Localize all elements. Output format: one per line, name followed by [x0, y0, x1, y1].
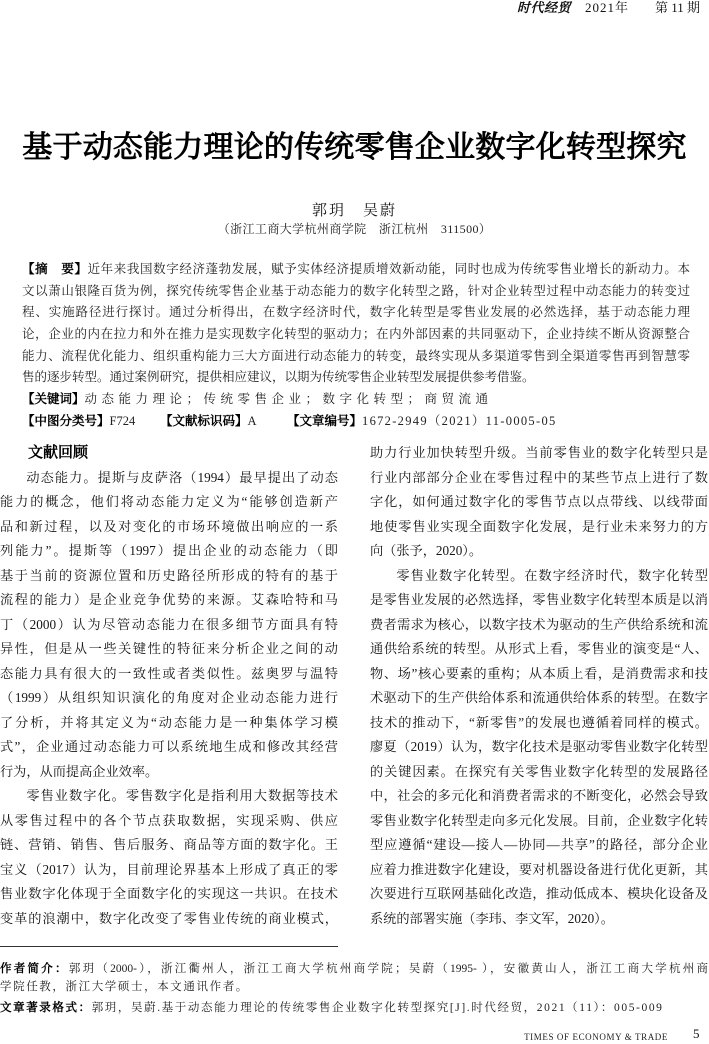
body-line: 了分析，并将其定义为“动态能力是一种集体学习模 — [0, 714, 338, 730]
section-heading: 文献回顾 — [28, 445, 89, 461]
citation-label: 文章著录格式： — [0, 1002, 92, 1014]
author-names: 郭玥 吴蔚 — [311, 203, 397, 219]
left-column — [0, 441, 338, 931]
doc-code-group — [160, 411, 257, 433]
article-no-group — [287, 411, 557, 433]
keywords-text: 动态能力理论；传统零售企业；数字化转型；商贸流通 — [84, 392, 493, 407]
body-line: 行为，从而提高企业效率。 — [0, 763, 159, 779]
abstract-label: 【摘 要】 — [22, 262, 88, 276]
body-line: 应着力推进数字化建设，要对机器设备进行优化更新，其 — [370, 861, 708, 877]
body-line: 列能力”。提斯等（1997）提出企业的动态能力（即 — [0, 543, 338, 558]
journal-logo: 时代经贸 — [517, 0, 572, 15]
body-line: 流程的能力）是企业竞争优势的来源。艾森哈特和马 — [0, 592, 338, 607]
article-no-value: 1672-2949（2021）11-0005-05 — [362, 413, 557, 428]
abstract-line: 程、实施路径进行探讨。通过分析得出，在数字经济时代，数字化转型是零售业发展的必然选择，基于动态能力理 — [22, 305, 690, 320]
journal-name-en: TIMES OF ECONOMY & TRADE — [524, 1032, 668, 1042]
body-line: 变革的浪潮中，数字化改变了零售业传统的商业模式， — [0, 910, 338, 926]
issue-number: 第 11 期 — [655, 0, 701, 15]
body-line: 零售业数字化转型走向多元化发展。目前，企业数字化转 — [370, 812, 708, 828]
abstract-block — [22, 259, 690, 433]
clc-label: 【中图分类号】 — [22, 413, 110, 428]
body-line: 系统的部署实施（李玮、李文军，2020）。 — [370, 910, 614, 926]
body-line: 廖夏（2019）认为，数字化技术是驱动零售业数字化转型 — [370, 739, 708, 754]
abstract-text: 近年来我国数字经济蓬勃发展，赋予实体经济提质增效新动能，同时也成为传统零售业增长的新动力。本 — [87, 262, 690, 276]
clc-group — [22, 411, 135, 433]
body-line: 字化，如何通过数字化的零售节点以点带线、以线带面 — [370, 494, 708, 509]
author-affiliation: （浙江工商大学杭州商学院 浙江杭州 311500） — [217, 222, 492, 236]
body-line: 行业内部部分企业在零售过程中的某些节点上进行了数 — [370, 469, 708, 485]
body-line: 式”，企业通过动态能力可以系统地生成和修改其经营 — [0, 739, 338, 754]
body-line: 的关键因素。在探究有关零售业数字化转型的发展路径 — [370, 763, 708, 779]
clc-value: F724 — [109, 413, 136, 428]
body-line: 费者需求为核心，以数字技术为驱动的生产供给系统和流 — [370, 616, 708, 632]
article-no-label: 【文章编号】 — [287, 413, 363, 428]
keywords-label: 【关键词】 — [22, 392, 85, 407]
author-note — [0, 960, 708, 996]
body-line: 地使零售业实现全面数字化发展，是行业未来努力的方 — [370, 518, 708, 534]
abstract-line: 论，企业的内在拉力和外在推力是实现数字化转型的驱动力；在内外部因素的共同驱动下，企业持续不断从资源整合 — [22, 327, 690, 342]
classification-line — [22, 411, 690, 433]
doc-code-label: 【文献标识码】 — [160, 413, 248, 428]
body-line: 宝义（2017）认为，目前理论界基本上形成了真正的零 — [0, 861, 338, 877]
body-line: 向（张予，2020）。 — [370, 543, 483, 558]
abstract-line — [22, 259, 690, 281]
body-line: 品和新过程，以及对变化的市场环境做出响应的一系 — [0, 518, 338, 534]
body-line: 术驱动下的生产供给体系和流通供给体系的转型。在数字 — [370, 690, 708, 705]
body-line: 链、营销、销售、售后服务、商品等方面的数字化。王 — [0, 837, 338, 852]
body-line: 次要进行互联网基础化改造，推动低成本、模块化设备及 — [370, 886, 708, 901]
body-line: 动态能力。提斯与皮萨洛（1994）最早提出了动态 — [26, 469, 338, 485]
body-line: 异性，但是从一些关键性的特征来分析企业之间的动 — [0, 641, 338, 656]
body-line: 从零售过程中的各个节点获取数据，实现采购、供应 — [0, 812, 338, 828]
doc-code-value: A — [247, 413, 257, 428]
author-note-label: 作者简介： — [0, 963, 69, 975]
body-line: 型应遵循“建设—接人—协同—共享”的路径，部分企业 — [370, 837, 708, 852]
abstract-line: 文以萧山银隆百货为例，探究传统零售企业基于动态能力的数字化转型之路，针对企业转型过程中动态能力的转变过 — [22, 283, 690, 298]
author-note-line: 学院任教，浙江大学硕士，本文通讯作者。 — [0, 981, 249, 993]
page-number: 5 — [693, 1026, 700, 1041]
body-line: 中，社会的多元化和消费者需求的不断变化，必然会导致 — [370, 788, 708, 803]
abstract-line: 能力、流程优化能力、组织重构能力三大方面进行动态能力的转变，最终实现从多渠道零售到全渠道零售再到智慧零 — [22, 348, 690, 363]
body-line: 助力行业加快转型升级。当前零售业的数字化转型只是 — [370, 445, 708, 460]
citation-line — [0, 999, 708, 1017]
body-line: 能力的概念，他们将动态能力定义为“能够创造新产 — [0, 494, 338, 509]
footnote-divider — [0, 946, 338, 947]
body-line: 基于当前的资源位置和历史路径所形成的特有的基于 — [0, 567, 338, 583]
author-note-text: 郭玥（2000-），浙江衢州人，浙江工商大学杭州商学院；吴蔚（1995- ），安徽黄山人，浙江工商大学杭州商 — [68, 963, 708, 975]
body-line: 态能力具有很大的一致性或者类似性。兹奥罗与温特 — [0, 665, 338, 681]
abstract-line: 售的逐步转型。通过案例研究，提供相应建议，以期为传统零售企业转型发展提供参考借鉴。 — [22, 370, 535, 385]
body-line: 通供给系统的转型。从形式上看，零售业的演变是“人、 — [370, 641, 708, 656]
body-line: 零售业数字化。零售数字化是指利用大数据等技术 — [26, 788, 338, 803]
right-column — [370, 441, 708, 931]
author-note-line — [0, 960, 708, 978]
body-line: 售业数字化体现于全面数字化的实现这一共识。在技术 — [0, 886, 338, 901]
body-line: 零售业数字化转型。在数字经济时代，数字化转型 — [396, 567, 708, 583]
body-line: 是零售业发展的必然选择，零售业数字化转型本质是以消 — [370, 592, 708, 607]
citation-text: 郭玥，吴蔚.基于动态能力理论的传统零售企业数字化转型探究[J].时代经贸，2021（11）：005-009 — [91, 1002, 664, 1014]
body-line: （1999）从组织知识演化的角度对企业动态能力进行 — [0, 690, 338, 705]
keywords-line — [22, 389, 690, 411]
issue-year: 2021年 — [585, 0, 630, 15]
paper-title: 基于动态能力理论的传统零售企业数字化转型探究 — [22, 131, 687, 164]
body-line: 技术的推动下，“新零售”的发展也遵循着同样的模式。 — [370, 714, 708, 730]
body-line: 丁（2000）认为尽管动态能力在很多细节方面具有特 — [0, 616, 338, 632]
body-line: 物、场”核心要素的重构；从本质上看，是消费需求和技 — [370, 665, 708, 681]
